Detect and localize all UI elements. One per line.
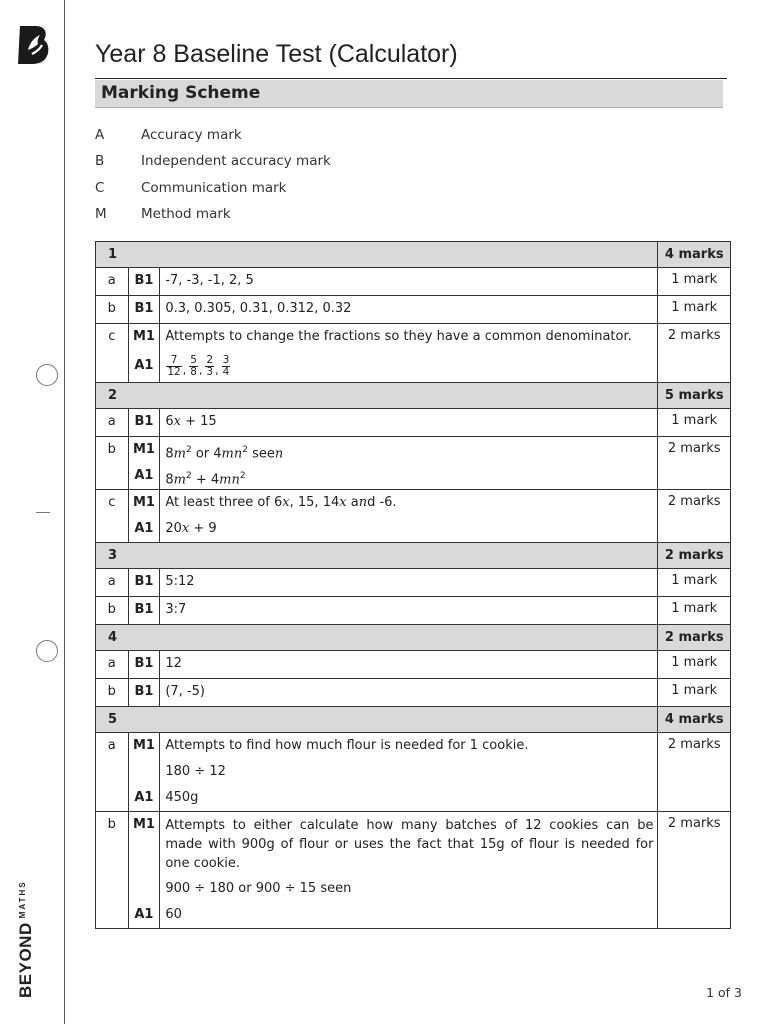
answer-line: Attempts to change the fractions so they have a common denominator. — [165, 329, 632, 344]
part-marks — [658, 597, 731, 625]
fold-mark — [36, 512, 50, 513]
question-header-row — [96, 242, 731, 268]
mark-codes — [128, 679, 160, 707]
margin-line — [64, 0, 65, 1024]
answer-line: 60 — [165, 907, 182, 922]
part-label — [96, 268, 129, 296]
mark-legend — [95, 122, 331, 227]
legend-item — [95, 175, 331, 201]
part-label — [96, 490, 129, 543]
legend-code: M — [95, 206, 107, 223]
mark-code: A1 — [134, 907, 154, 922]
denominator: 3 — [206, 365, 214, 378]
part-letter: b — [107, 602, 116, 617]
answer-line: 6x + 15 — [165, 414, 217, 429]
mark-code: B1 — [134, 684, 154, 699]
answer-cell — [160, 296, 658, 324]
marks-value: 1 mark — [671, 573, 718, 588]
answer-cell — [160, 268, 658, 296]
legend-label: Accuracy mark — [141, 127, 242, 144]
question-total-marks: 5 marks — [658, 383, 731, 409]
marks-value: 2 marks — [667, 328, 721, 343]
part-marks — [658, 733, 731, 812]
page-title: Year 8 Baseline Test (Calculator) — [95, 40, 458, 68]
answer-line: -7, -3, -1, 2, 5 — [165, 273, 254, 288]
title-divider — [95, 78, 727, 79]
question-number: 1 — [96, 242, 658, 268]
beyond-logo-icon — [16, 24, 50, 66]
part-letter: a — [107, 273, 116, 288]
answer-line: At least three of 6x, 15, 14x and -6. — [165, 495, 397, 510]
mark-code: B1 — [134, 414, 154, 429]
part-label — [96, 651, 129, 679]
brand-sub: MATHS — [18, 880, 27, 919]
marks-value: 2 marks — [667, 816, 721, 831]
part-label — [96, 296, 129, 324]
section-heading-text: Marking Scheme — [101, 83, 261, 103]
numerator: 3 — [222, 353, 230, 366]
mark-codes — [128, 651, 160, 679]
mark-code: A1 — [134, 790, 154, 805]
fraction-separator: , — [198, 364, 203, 377]
mark-code: M1 — [132, 738, 155, 753]
mark-code: B1 — [134, 273, 154, 288]
mark-codes — [128, 296, 160, 324]
mark-code: M1 — [132, 329, 155, 344]
part-marks — [658, 812, 731, 929]
marks-value: 1 mark — [671, 272, 718, 287]
table-row — [96, 296, 731, 324]
fraction-answer — [165, 350, 653, 382]
legend-code: A — [95, 127, 105, 144]
part-label — [96, 679, 129, 707]
answer-line: 3:7 — [165, 602, 187, 617]
table-row — [96, 733, 731, 812]
mark-codes — [128, 812, 160, 929]
answer-line: 0.3, 0.305, 0.31, 0.312, 0.32 — [165, 301, 352, 316]
marks-value: 2 marks — [667, 737, 721, 752]
table-row — [96, 324, 731, 383]
answer-cell — [160, 812, 658, 929]
part-letter: b — [107, 301, 116, 316]
marks-value: 2 marks — [667, 494, 721, 509]
part-marks — [658, 437, 731, 490]
denominator: 12 — [167, 365, 181, 378]
mark-codes — [128, 569, 160, 597]
answer-line: 20x + 9 — [165, 521, 217, 536]
part-letter: b — [107, 684, 116, 699]
brand-mark — [16, 858, 46, 998]
numerator: 7 — [166, 355, 181, 367]
part-letter: c — [108, 329, 116, 344]
part-marks — [658, 490, 731, 543]
marks-value: 1 mark — [671, 655, 718, 670]
table-row — [96, 597, 731, 625]
marks-value: 1 mark — [671, 300, 718, 315]
mark-code: M1 — [132, 442, 155, 457]
legend-item — [95, 201, 331, 227]
question-number: 2 — [96, 383, 658, 409]
mark-codes — [128, 597, 160, 625]
answer-cell — [160, 324, 658, 383]
mark-code: B1 — [134, 602, 154, 617]
table-row — [96, 490, 731, 543]
part-marks — [658, 324, 731, 383]
part-marks — [658, 651, 731, 679]
numerator: 2 — [206, 353, 214, 366]
question-total-marks: 2 marks — [658, 625, 731, 651]
question-number: 3 — [96, 543, 658, 569]
legend-item — [95, 148, 331, 174]
part-letter: a — [107, 656, 116, 671]
legend-code: C — [95, 179, 105, 196]
part-label — [96, 733, 129, 812]
part-marks — [658, 296, 731, 324]
part-letter: b — [107, 442, 116, 457]
part-label — [96, 324, 129, 383]
marks-value: 1 mark — [671, 683, 718, 698]
answer-cell — [160, 679, 658, 707]
table-row — [96, 651, 731, 679]
fraction-separator: , — [215, 364, 219, 377]
question-number: 4 — [96, 625, 658, 651]
part-letter: c — [108, 495, 116, 510]
part-label — [96, 812, 129, 929]
mark-code — [129, 876, 160, 902]
mark-codes — [128, 409, 160, 437]
mark-code: A1 — [134, 358, 154, 373]
fraction-separator: , — [182, 364, 187, 377]
question-number: 5 — [96, 707, 658, 733]
question-total-marks: 2 marks — [658, 543, 731, 569]
part-marks — [658, 268, 731, 296]
answer-cell — [160, 490, 658, 543]
question-total-marks: 4 marks — [658, 707, 731, 733]
answer-line: $8m^2 + 4mn^2$ — [165, 471, 246, 488]
part-label — [96, 597, 129, 625]
denominator: 4 — [222, 365, 230, 378]
part-letter: b — [107, 817, 116, 832]
question-header-row — [96, 383, 731, 409]
part-letter: a — [107, 414, 116, 429]
fraction — [205, 355, 214, 378]
answer-cell — [160, 597, 658, 625]
mark-code: B1 — [134, 574, 154, 589]
fraction — [166, 355, 181, 378]
mark-codes — [128, 324, 160, 383]
answer-line: Attempts to find how much flour is needed for 1 cookie. — [165, 738, 529, 753]
question-total-marks: 4 marks — [658, 242, 731, 268]
answer-cell — [160, 409, 658, 437]
legend-code: B — [95, 153, 105, 170]
answer-cell — [160, 569, 658, 597]
mark-code — [129, 759, 160, 785]
answer-line: 12 — [165, 656, 182, 671]
part-label — [96, 569, 129, 597]
mark-codes — [128, 490, 160, 543]
answer-line: Attempts to either calculate how many batches of 12 cookies can be made with 900g of flour or uses the fact that 15g of flour is needed for one cookie. — [165, 818, 654, 871]
table-row — [96, 679, 731, 707]
answer-cell — [160, 437, 658, 490]
part-label — [96, 409, 129, 437]
numerator: 5 — [190, 353, 197, 366]
section-heading — [95, 80, 723, 108]
part-letter: a — [107, 574, 116, 589]
answer-line: 5:12 — [165, 574, 195, 589]
brand-main: BEYOND — [16, 922, 35, 998]
answer-line: 450g — [165, 790, 199, 805]
marks-value: 1 mark — [671, 601, 718, 616]
mark-code: M1 — [132, 495, 155, 510]
part-label — [96, 437, 129, 490]
question-header-row — [96, 543, 731, 569]
answer-line: 900 ÷ 180 or 900 ÷ 15 seen — [165, 881, 352, 896]
page-number: 1 of 3 — [706, 985, 742, 1000]
table-row — [96, 409, 731, 437]
mark-codes — [128, 437, 160, 490]
punch-hole — [36, 364, 58, 386]
mark-code: B1 — [134, 656, 154, 671]
marks-value: 2 marks — [667, 441, 721, 456]
mark-code: A1 — [134, 521, 154, 536]
part-marks — [658, 569, 731, 597]
fraction — [189, 355, 198, 378]
answer-cell — [160, 733, 658, 812]
legend-item — [95, 122, 331, 148]
mark-code: B1 — [134, 301, 154, 316]
question-header-row — [96, 625, 731, 651]
question-header-row — [96, 707, 731, 733]
legend-label: Communication mark — [141, 179, 287, 196]
answer-line: 180 ÷ 12 — [165, 764, 226, 779]
answer-line: $8m^2$ or $4mn^2$ seen — [165, 445, 284, 462]
table-row — [96, 812, 731, 929]
table-row — [96, 268, 731, 296]
table-row — [96, 569, 731, 597]
mark-codes — [128, 268, 160, 296]
answer-line: (7, -5) — [165, 684, 205, 699]
mark-codes — [128, 733, 160, 812]
mark-code: A1 — [134, 468, 154, 483]
mark-code: M1 — [132, 817, 155, 832]
table-row — [96, 437, 731, 490]
part-letter: a — [107, 738, 116, 753]
fraction — [222, 355, 231, 378]
part-marks — [658, 409, 731, 437]
punch-hole — [36, 640, 58, 662]
part-marks — [658, 679, 731, 707]
marks-value: 1 mark — [671, 413, 718, 428]
answer-cell — [160, 651, 658, 679]
denominator: 8 — [190, 365, 197, 378]
legend-label: Method mark — [141, 206, 231, 223]
legend-label: Independent accuracy mark — [141, 153, 331, 170]
marking-table — [95, 241, 731, 929]
